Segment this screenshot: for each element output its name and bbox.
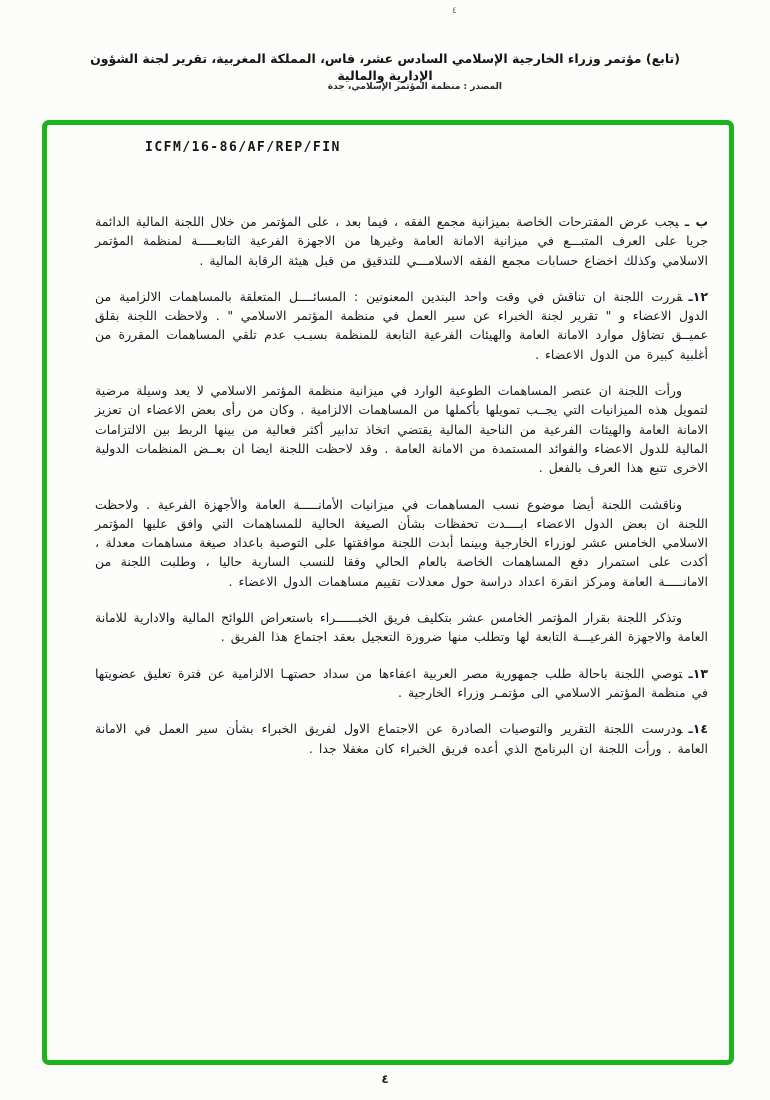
paragraph-text: وتذكر اللجنة بقرار المؤتمر الخامس عشر بتكليف فريق الخبــــــراء باستعراض اللوائح المالية والادارية للامانة العامة والاجهزة الفرعيـــة التابعة لها وتطلب منها ضرورة التعجيل بعقد اجتماع هذا الفريق . (95, 610, 708, 645)
paragraph-marker: ب ـ (684, 214, 709, 229)
paragraph-marker: ١٤ـ (688, 721, 708, 737)
document-header-title: (تابع) مؤتمر وزراء الخارجية الإسلامي السادس عشر، فاس، المملكة المغربية، تقرير لجنة الشؤون الإدارية والمالية (90, 51, 680, 83)
paragraph-text: ودرست اللجنة التقرير والتوصيات الصادرة عن الاجتماع الاول لفريق الخبراء بشأن سير العمل في الامانة العامة . ورأت اللجنة ان البرنامج الذي أعده فريق الخبراء كان مغفلا جدا . (95, 721, 708, 756)
paragraph-text: قررت اللجنة ان تناقش في وقت واحد البندين المعنونين : المسائــــل المتعلقة بالمساهمات الالزامية من الدول الاعضاء و " تقرير لجنة الخبراء عن سير العمل في منظمة المؤتمر الاسلامي " . ولاحظت اللجنة بقلق عميــق تضاؤل موارد الامانة العامة والهيئات الفرعية التابعة للمنظمة بسبـب عدم تلقي المساهمات المقررة من أغلبية كبيرة من الدول الاعضاء . (95, 288, 708, 362)
paragraph-text: وناقشت اللجنة أيضا موضوع نسب المساهمات في ميزانيات الأمانـــــة العامة والأجهزة الفرعية . ولاحظت اللجنة ان بعض الدول الاعضاء ابــــدت تحفظات بشأن الصيغة الحالية للمساهمات التي وافق عليها المؤتمر الاسلامي الخامس عشر لوزراء الخارجية وبينما أبدت اللجنة موافقتها على التوصية باعداد صيغة مساهمات معدلة ، أكدت على استمرار دفع المساهمات الخاصة بالعام الحالي وفقا للنسب السارية حاليا ، وطلبت اللجنة من الامانـــــة العامة ومركز انقرة اعداد دراسة حول معدلات تقييم مساهمات الدول الاعضاء . (95, 496, 708, 589)
paragraph-text: توصي اللجنة باحالة طلب جمهورية مصر العربية اعفاءها من سداد حصتهـا الالزامية عن فترة تعليق عضويتها في منظمة المؤتمر الاسلامي الى مؤتمـر وزراء الخارجية . (95, 665, 708, 700)
top-scan-mark: ٤ (452, 6, 457, 16)
paragraph-marker (682, 383, 688, 398)
paragraph (95, 719, 708, 758)
paragraph (95, 608, 708, 647)
paragraph-marker (682, 610, 688, 625)
document-source-line: المصدر : منظمة المؤتمر الإسلامي، جدة (327, 82, 502, 92)
paragraph-text: يجب عرض المقترحات الخاصة بميزانية مجمع الفقه ، فيما بعد ، على المؤتمر من خلال اللجنة المالية الدائمة جريا على العرف المتبـــع في ميزانية الامانة العامة وغيرها من الاجهزة الفرعية التابعـــــة لمنظمة المؤتمر الاسلامي وكذلك اخضاع حسابات مجمع الفقه الاسلامـــي للتدقيق من قبل هيئة الرقابة المالية . (95, 214, 708, 268)
paragraph-text: ورأت اللجنة ان عنصر المساهمات الطوعية الوارد في ميزانية منظمة المؤتمر الاسلامي لا يعد وسيلة مرضية لتمويل هذه الميزانيات التي يجــب تمويلها بأكملها من المساهمات الالزامية . وكان من رأى بعض الاعضاء ان تعزيز الامانة العامة والهيئات الفرعية من الناحية المالية يقتضي اتخاذ تدابير أكثر فعالية من بينها الربط بين الالتزامات المالية للدول الاعضاء والفوائد المستمدة من الامانة العامة . وقد لاحظت اللجنة ايضا ان بعــض المنظمات الدولية الاخرى تتبع هذا العرف بالفعل . (95, 383, 708, 476)
document-reference-code: ICFM/16-86/AF/REP/FIN (145, 140, 341, 155)
page-number: ٤ (381, 1072, 389, 1086)
paragraph (95, 381, 708, 477)
paragraph (95, 212, 708, 270)
paragraphs (95, 212, 708, 775)
paragraph (95, 495, 708, 591)
paragraph-marker: ١٣ـ (688, 665, 708, 681)
paragraph-marker (682, 497, 688, 512)
paragraph (95, 287, 708, 364)
paragraph (95, 664, 708, 703)
paragraph-marker: ١٢ـ (688, 288, 708, 304)
